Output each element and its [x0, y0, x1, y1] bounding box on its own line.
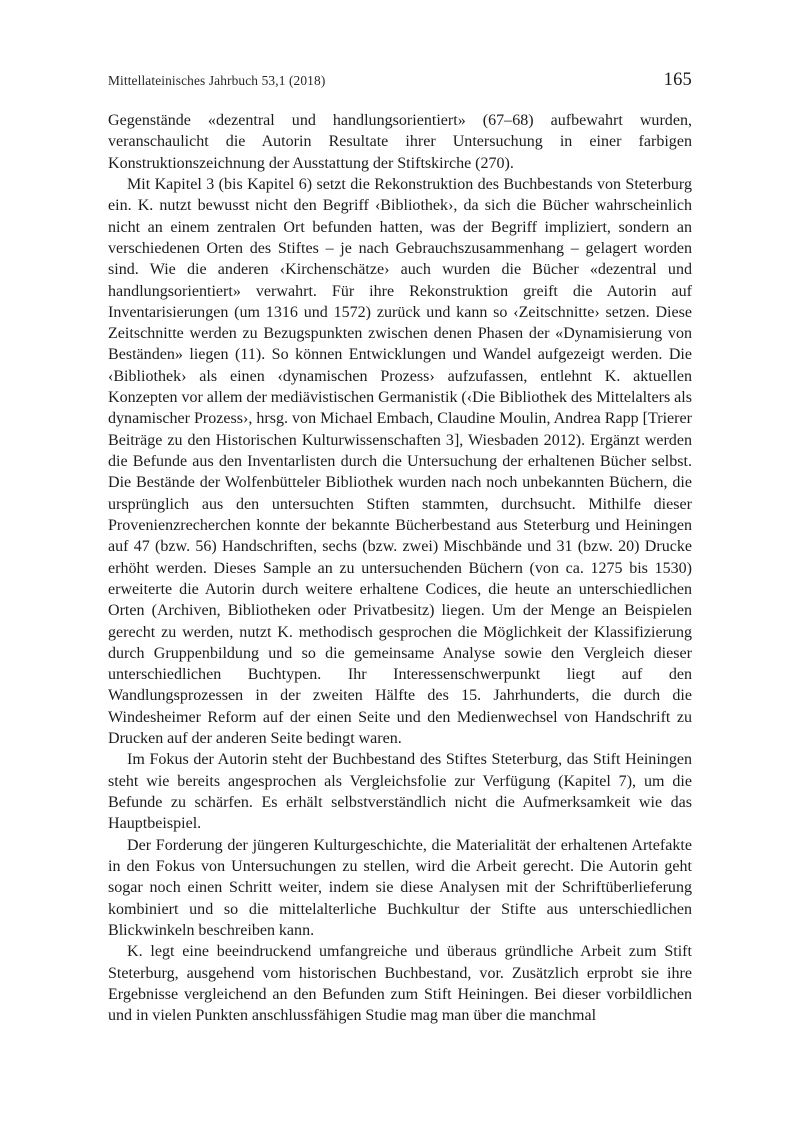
- paragraph: Mit Kapitel 3 (bis Kapitel 6) setzt die Rekonstruktion des Buchbestands von Steterburg ein. K. nutzt bewusst nicht den Begriff ‹Bibliothek›, da sich die Bücher wahrscheinlich nicht an einem zentralen Ort befunden hatten, was der Begriff impliziert, sondern an verschiedenen Orten des Stiftes – je nach Gebrauchszusammenhang – gelagert worden sind. Wie die anderen ‹Kirchenschätze› auch wurden die Bücher «dezentral und handlungsorientiert» verwahrt. Für ihre Rekonstruktion greift die Autorin auf Inventarisierungen (um 1316 und 1572) zurück und kann so ‹Zeitschnitte› setzen. Diese Zeitschnitte werden zu Bezugspunkten zwischen denen Phasen der «Dynamisierung von Beständen» liegen (11). So können Entwicklungen und Wandel aufgezeigt werden. Die ‹Bibliothek› als einen ‹dynamischen Prozess› aufzufassen, entlehnt K. aktuellen Konzepten vor allem der mediävistischen Germanistik (‹Die Bibliothek des Mittelalters als dynamischer Prozess›, hrsg. von Michael Embach, Claudine Moulin, Andrea Rapp [Trierer Beiträge zu den Historischen Kulturwissenschaften 3], Wiesbaden 2012). Ergänzt werden die Befunde aus den Inventarlisten durch die Untersuchung der erhaltenen Bücher selbst. Die Bestände der Wolfenbütteler Bibliothek wurden nach noch unbekannten Büchern, die ursprünglich aus den untersuchten Stiften stammten, durchsucht. Mithilfe dieser Provenienzrecherchen konnte der bekannte Bücherbestand aus Steterburg und Heiningen auf 47 (bzw. 56) Handschriften, sechs (bzw. zwei) Mischbände und 31 (bzw. 20) Drucke erhöht werden. Dieses Sample an zu untersuchenden Büchern (von ca. 1275 bis 1530) erweiterte die Autorin durch weitere erhaltene Codices, die heute an unterschiedlichen Orten (Archiven, Bibliotheken oder Privatbesitz) liegen. Um der Menge an Beispielen gerecht zu werden, nutzt K. methodisch gesprochen die Möglichkeit der Klassifizierung durch Gruppenbildung und so die gemeinsame Analyse sowie den Vergleich dieser unterschiedlichen Buchtypen. Ihr Interessenschwerpunkt liegt auf den Wandlungsprozessen in der zweiten Hälfte des 15. Jahrhunderts, die durch die Windesheimer Reform auf der einen Seite und den Medienwechsel von Handschrift zu Drucken auf der anderen Seite bedingt waren.: [108, 175, 692, 748]
- running-head: [108, 70, 692, 92]
- page-number: 165: [663, 70, 692, 90]
- body-text: [108, 110, 692, 1026]
- paragraph: Im Fokus der Autorin steht der Buchbestand des Stiftes Steterburg, das Stift Heiningen steht wie bereits angesprochen als Vergleichsfolie zur Verfügung (Kapitel 7), um die Befunde zu schärfen. Es erhält selbstverständlich nicht die Aufmerksamkeit wie das Hauptbeispiel.: [108, 751, 692, 833]
- paragraph: K. legt eine beeindruckend umfangreiche und überaus gründliche Arbeit zum Stift Steterburg, ausgehend vom historischen Buchbestand, vor. Zusätzlich erprobt sie ihre Ergebnisse vergleichend an den Befunden zum Stift Heiningen. Bei dieser vorbildlichen und in vielen Punkten anschlussfähigen Studie mag man über die manchmal: [108, 943, 692, 1025]
- paragraph: Gegenstände «dezentral und handlungsorientiert» (67–68) aufbewahrt wurden, veranschaulicht die Autorin Resultate ihrer Untersuchung in einer farbigen Konstruktionszeichnung der Ausstattung der Stiftskirche (270).: [108, 112, 692, 172]
- paragraph: Der Forderung der jüngeren Kulturgeschichte, die Materialität der erhaltenen Artefakte in den Fokus von Untersuchungen zu stellen, wird die Arbeit gerecht. Die Autorin geht sogar noch einen Schritt weiter, indem sie diese Analysen mit der Schriftüberlieferung kombiniert und so die mittelalterliche Buchkultur der Stifte aus unterschiedlichen Blickwinkeln beschreiben kann.: [108, 836, 692, 939]
- journal-title: Mittellateinisches Jahrbuch 53,1 (2018): [108, 73, 326, 88]
